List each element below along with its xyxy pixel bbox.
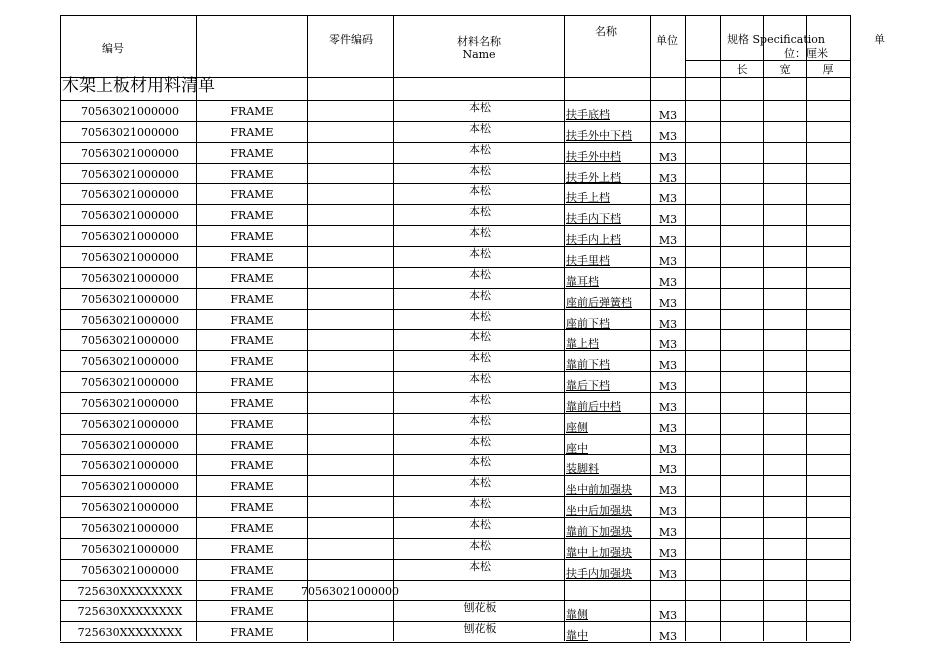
row-type: FRAME	[230, 543, 274, 556]
row-unit: M3	[658, 151, 678, 164]
row-name: 扶手内加强块	[566, 567, 632, 580]
row-type: FRAME	[230, 188, 274, 201]
row-material: 本松	[469, 497, 491, 510]
row-type: FRAME	[230, 480, 274, 493]
row-material: 本松	[469, 268, 491, 281]
row-type: FRAME	[230, 334, 274, 347]
row-name: 扶手上档	[566, 191, 610, 204]
row-name: 靠前下档	[566, 358, 610, 371]
row-type: FRAME	[230, 459, 274, 472]
row-name: 装脚料	[566, 462, 599, 475]
row-unit: M3	[658, 213, 678, 226]
row-name: 靠前后中档	[566, 400, 621, 413]
grid-hline	[60, 642, 850, 643]
row-material: 本松	[469, 226, 491, 239]
row-number: 70563021000000	[81, 564, 179, 577]
row-name: 靠中	[566, 629, 588, 642]
grid-vline	[564, 15, 565, 641]
row-unit: M3	[658, 526, 678, 539]
grid-hline	[60, 475, 850, 476]
row-type: FRAME	[230, 626, 274, 639]
row-name: 座侧	[566, 421, 588, 434]
row-name: 坐中后加强块	[566, 504, 632, 517]
grid-hline	[60, 15, 850, 16]
row-number: 70563021000000	[81, 188, 179, 201]
row-number: 70563021000000	[81, 439, 179, 452]
row-material: 本松	[469, 330, 491, 343]
row-number: 725630XXXXXXXX	[77, 626, 183, 639]
row-material: 本松	[469, 414, 491, 427]
grid-vline	[393, 15, 394, 641]
header-name: 名称	[595, 25, 617, 38]
grid-vline	[720, 15, 721, 641]
grid-hline	[60, 121, 850, 122]
row-material: 本松	[469, 455, 491, 468]
row-type: FRAME	[230, 397, 274, 410]
header-material-cn: 材料名称	[457, 35, 501, 48]
sheet-title: 木架上板材用料清单	[62, 76, 215, 96]
row-material: 本松	[469, 476, 491, 489]
row-type: FRAME	[230, 439, 274, 452]
row-material: 本松	[469, 351, 491, 364]
row-type: FRAME	[230, 564, 274, 577]
row-number: 70563021000000	[81, 480, 179, 493]
row-type: FRAME	[230, 168, 274, 181]
row-type: FRAME	[230, 147, 274, 160]
grid-hline	[60, 434, 850, 435]
grid-hline	[60, 100, 850, 101]
row-name: 靠侧	[566, 608, 588, 621]
grid-vline	[685, 15, 686, 641]
row-material: 本松	[469, 143, 491, 156]
row-type: FRAME	[230, 376, 274, 389]
row-number: 70563021000000	[81, 397, 179, 410]
row-material: 刨花板	[463, 601, 497, 614]
grid-vline	[650, 15, 651, 641]
row-material: 本松	[469, 164, 491, 177]
row-number: 70563021000000	[81, 418, 179, 431]
row-name: 扶手外中档	[566, 150, 621, 163]
row-name: 靠后下档	[566, 379, 610, 392]
row-type: FRAME	[230, 585, 274, 598]
row-name: 扶手里档	[566, 254, 610, 267]
row-material: 本松	[469, 184, 491, 197]
grid-hline	[60, 183, 850, 184]
row-name: 扶手内上档	[566, 233, 621, 246]
header-material-en: Name	[462, 48, 496, 61]
header-width: 宽	[779, 63, 791, 76]
header-number: 编号	[102, 42, 124, 55]
row-name: 座前下档	[566, 317, 610, 330]
row-unit: M3	[658, 609, 678, 622]
row-number: 70563021000000	[81, 251, 179, 264]
row-material: 本松	[469, 310, 491, 323]
row-type: FRAME	[230, 501, 274, 514]
row-number: 70563021000000	[81, 314, 179, 327]
grid-hline	[60, 538, 850, 539]
grid-hline	[60, 309, 850, 310]
row-number: 70563021000000	[81, 355, 179, 368]
row-number: 70563021000000	[81, 230, 179, 243]
row-unit: M3	[658, 297, 678, 310]
row-material: 本松	[469, 393, 491, 406]
header-unit: 单位	[656, 34, 678, 47]
row-unit: M3	[658, 192, 678, 205]
row-type: FRAME	[230, 105, 274, 118]
row-unit: M3	[658, 380, 678, 393]
row-unit: M3	[658, 568, 678, 581]
row-unit: M3	[658, 443, 678, 456]
grid-hline	[60, 267, 850, 268]
grid-hline	[60, 517, 850, 518]
grid-hline	[60, 329, 850, 330]
header-right-unit: 单	[874, 33, 885, 46]
row-material: 本松	[469, 372, 491, 385]
row-unit: M3	[658, 547, 678, 560]
grid-hline	[60, 225, 850, 226]
row-number: 70563021000000	[81, 209, 179, 222]
row-name: 靠上档	[566, 337, 599, 350]
grid-vline	[806, 15, 807, 641]
row-type: FRAME	[230, 314, 274, 327]
row-name: 坐中前加强块	[566, 483, 632, 496]
header-spec: 规格 Specification	[727, 33, 825, 46]
row-unit: M3	[658, 359, 678, 372]
row-material: 本松	[469, 435, 491, 448]
row-name: 扶手底档	[566, 108, 610, 121]
row-type: FRAME	[230, 418, 274, 431]
row-type: FRAME	[230, 605, 274, 618]
row-unit: M3	[658, 401, 678, 414]
row-unit: M3	[658, 318, 678, 331]
row-unit: M3	[658, 463, 678, 476]
row-number: 70563021000000	[81, 147, 179, 160]
row-number: 70563021000000	[81, 376, 179, 389]
grid-hline	[685, 60, 850, 61]
row-type: FRAME	[230, 230, 274, 243]
row-material: 本松	[469, 289, 491, 302]
row-type: FRAME	[230, 293, 274, 306]
row-type: FRAME	[230, 522, 274, 535]
row-unit: M3	[658, 255, 678, 268]
grid-hline	[60, 350, 850, 351]
row-name: 扶手外上档	[566, 171, 621, 184]
row-type: FRAME	[230, 251, 274, 264]
row-type: FRAME	[230, 355, 274, 368]
row-number: 70563021000000	[81, 272, 179, 285]
grid-hline	[60, 371, 850, 372]
grid-vline	[196, 15, 197, 641]
row-number: 70563021000000	[81, 543, 179, 556]
row-name: 扶手内下档	[566, 212, 621, 225]
row-type: FRAME	[230, 272, 274, 285]
row-number: 70563021000000	[81, 293, 179, 306]
grid-vline	[763, 15, 764, 641]
row-unit: M3	[658, 109, 678, 122]
row-unit: M3	[658, 630, 678, 643]
grid-hline	[60, 559, 850, 560]
header-length: 长	[736, 63, 748, 76]
row-material: 本松	[469, 518, 491, 531]
row-part-code: 70563021000000	[301, 585, 399, 598]
grid-hline	[60, 288, 850, 289]
row-name: 座前后弹簧档	[566, 296, 632, 309]
header-thickness: 厚	[822, 63, 834, 76]
grid-hline	[60, 392, 850, 393]
grid-vline	[850, 15, 851, 641]
row-unit: M3	[658, 234, 678, 247]
row-unit: M3	[658, 172, 678, 185]
row-unit: M3	[658, 484, 678, 497]
row-number: 70563021000000	[81, 168, 179, 181]
grid-vline	[60, 15, 61, 641]
row-number: 725630XXXXXXXX	[77, 605, 183, 618]
grid-hline	[60, 600, 850, 601]
grid-hline	[60, 204, 850, 205]
row-name: 靠耳档	[566, 275, 599, 288]
row-material: 本松	[469, 560, 491, 573]
row-material: 刨花板	[463, 622, 497, 635]
header-part-code: 零件编码	[329, 33, 373, 46]
row-unit: M3	[658, 130, 678, 143]
row-material: 本松	[469, 539, 491, 552]
row-unit: M3	[658, 276, 678, 289]
grid-hline	[60, 454, 850, 455]
grid-hline	[60, 413, 850, 414]
row-name: 靠前下加强块	[566, 525, 632, 538]
grid-hline	[60, 621, 850, 622]
row-number: 70563021000000	[81, 334, 179, 347]
row-number: 70563021000000	[81, 522, 179, 535]
row-unit: M3	[658, 338, 678, 351]
row-material: 本松	[469, 247, 491, 260]
row-type: FRAME	[230, 209, 274, 222]
grid-hline	[60, 246, 850, 247]
row-unit: M3	[658, 422, 678, 435]
grid-hline	[60, 496, 850, 497]
row-number: 70563021000000	[81, 105, 179, 118]
grid-hline	[60, 580, 850, 581]
row-number: 725630XXXXXXXX	[77, 585, 183, 598]
header-spec-unit: 位：厘米	[784, 47, 828, 60]
row-number: 70563021000000	[81, 501, 179, 514]
row-name: 扶手外中下档	[566, 129, 632, 142]
row-number: 70563021000000	[81, 459, 179, 472]
row-number: 70563021000000	[81, 126, 179, 139]
row-material: 本松	[469, 101, 491, 114]
row-material: 本松	[469, 205, 491, 218]
row-name: 靠中上加强块	[566, 546, 632, 559]
grid-hline	[60, 163, 850, 164]
row-unit: M3	[658, 505, 678, 518]
grid-vline	[307, 15, 308, 641]
row-name: 座中	[566, 442, 588, 455]
grid-hline	[60, 142, 850, 143]
row-material: 本松	[469, 122, 491, 135]
row-type: FRAME	[230, 126, 274, 139]
